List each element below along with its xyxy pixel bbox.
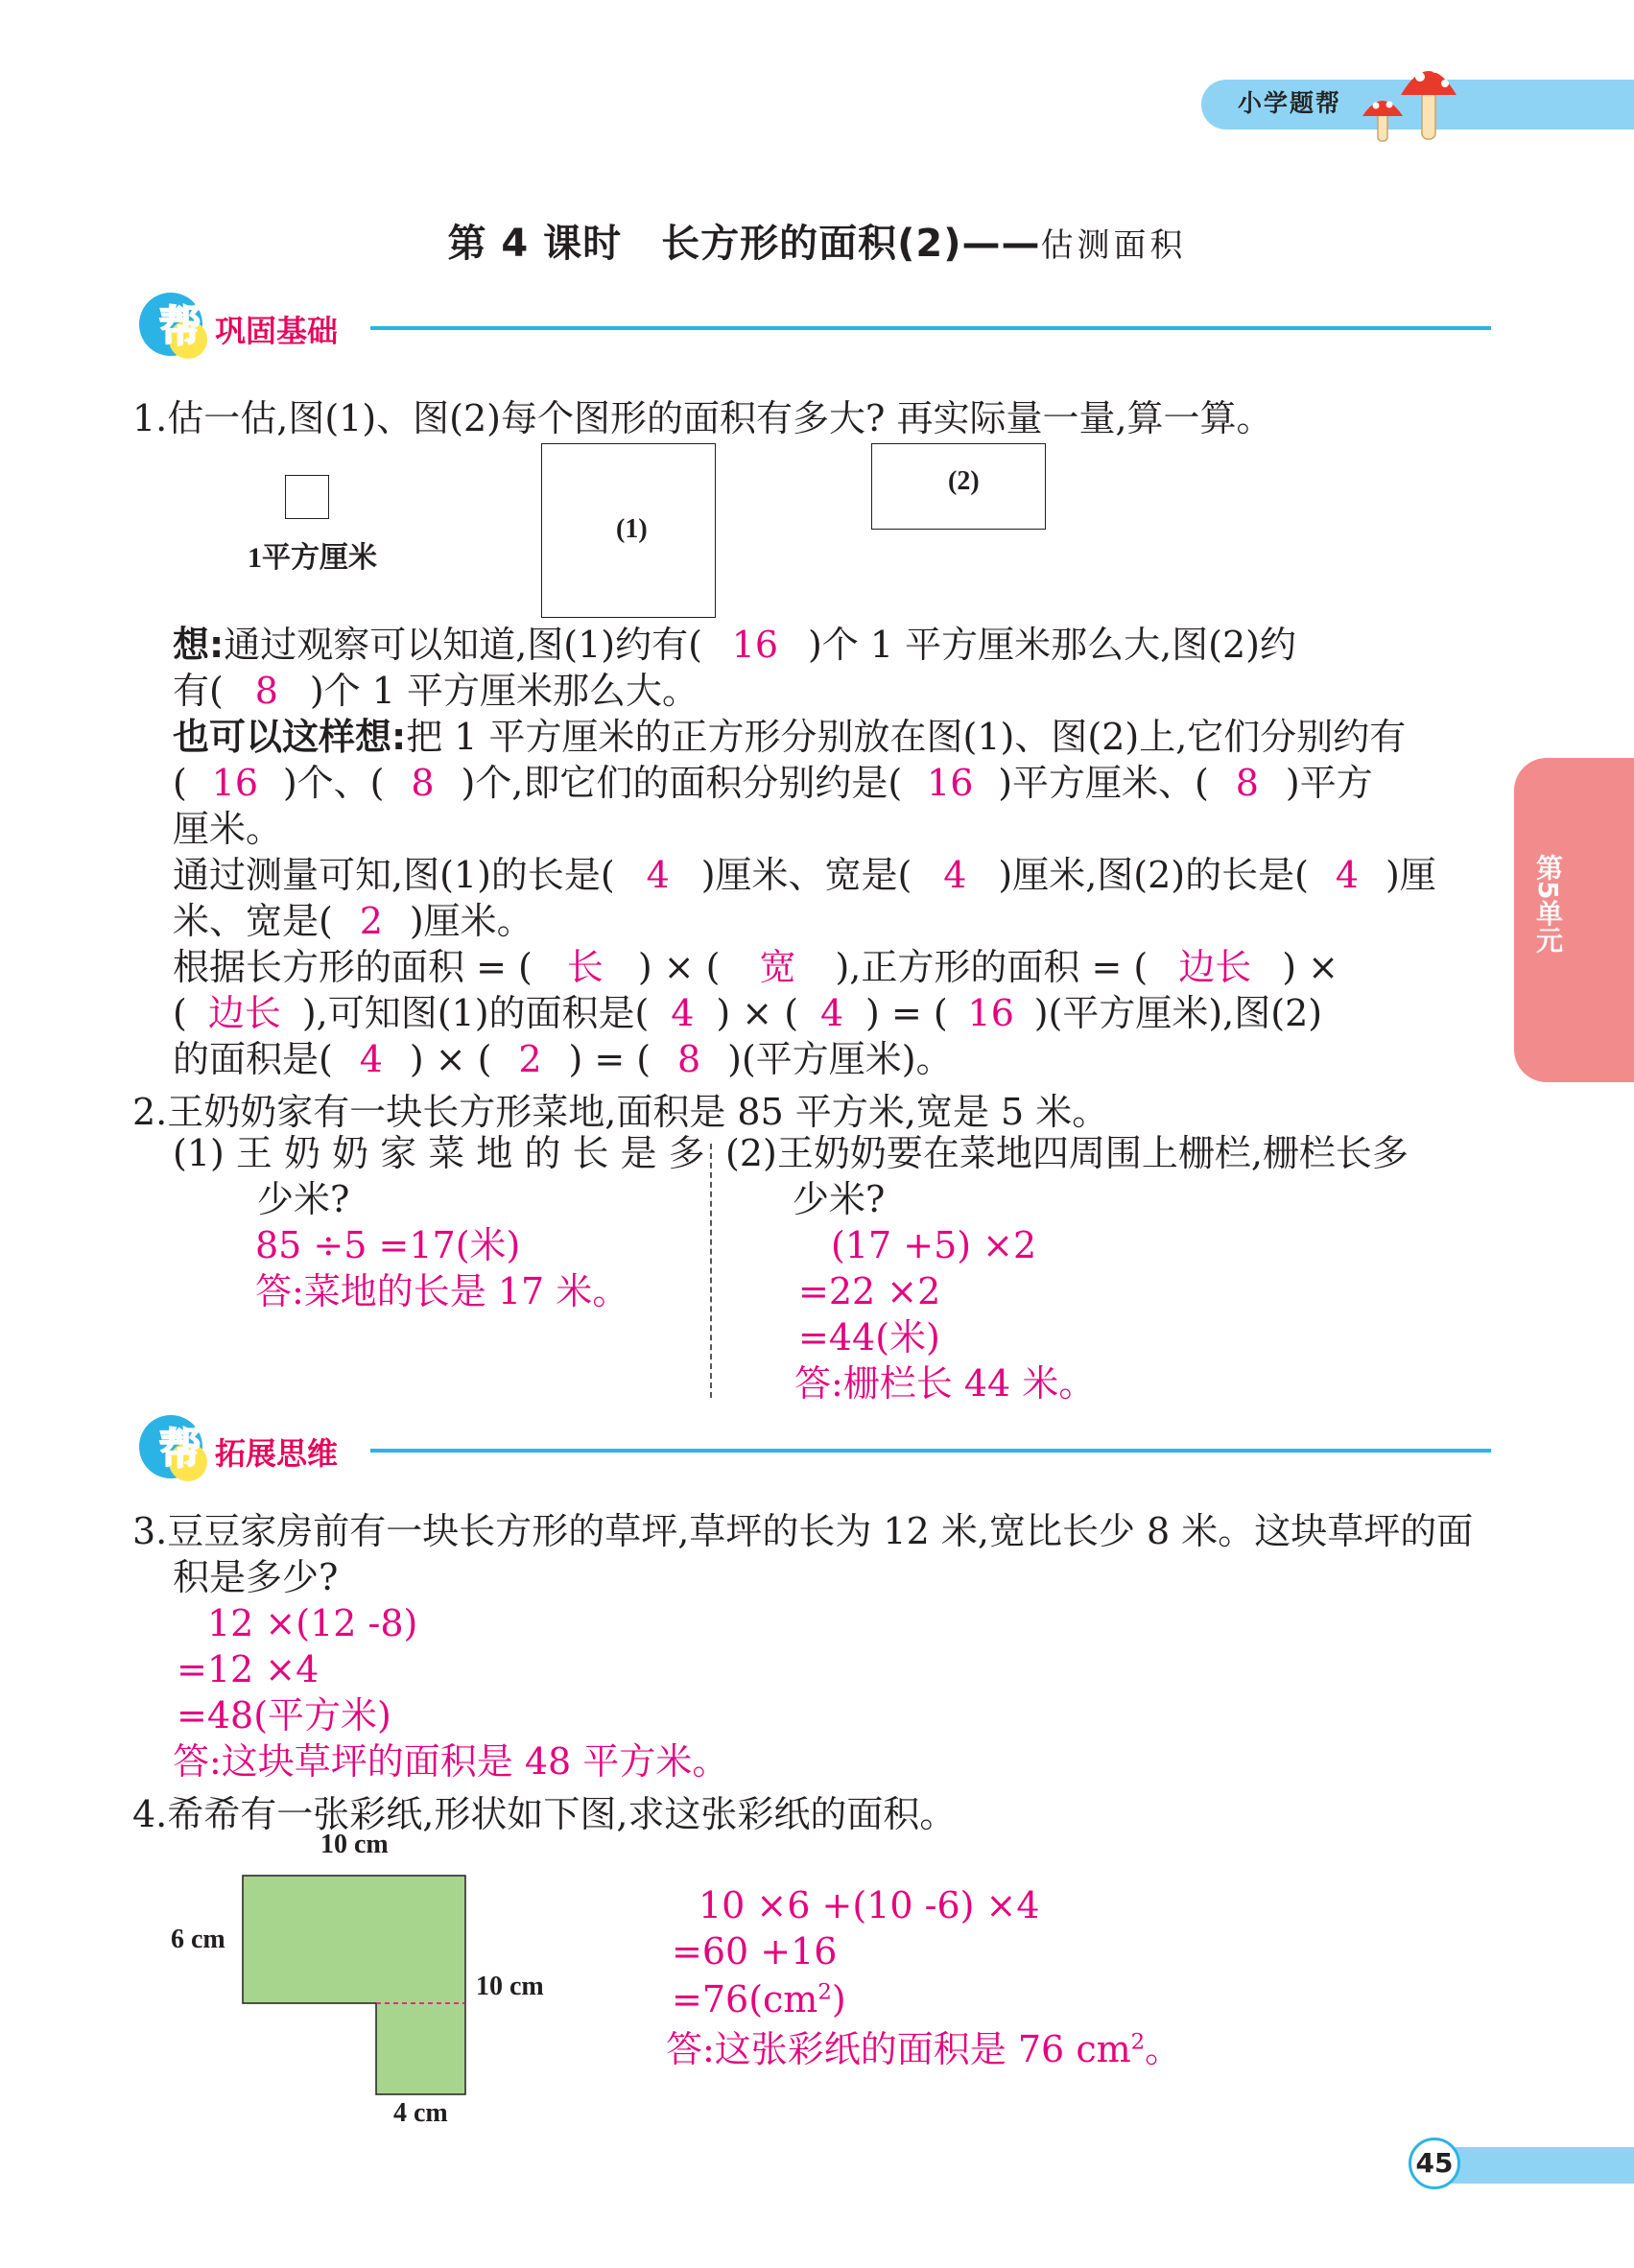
answer-blank: 16 — [211, 762, 258, 804]
q3-ans-2: =12 ×4 — [177, 1648, 320, 1690]
q3-number: 3. — [132, 1510, 168, 1552]
q2-part1-ans-1: 85 ÷5 =17(米) — [255, 1224, 521, 1266]
answer-blank: 宽 — [759, 946, 796, 988]
q2-number: 2. — [132, 1091, 168, 1133]
think-label: 想: — [173, 624, 225, 666]
answer-blank: 4 — [1335, 854, 1360, 896]
section-rule — [370, 1449, 1491, 1453]
q2-part1-line2: 少米? — [257, 1178, 350, 1220]
q2-part1-ans-2: 答:菜地的长是 17 米。 — [255, 1270, 629, 1312]
alt-label: 也可以这样想: — [173, 716, 407, 758]
q1-solution — [173, 622, 1497, 1082]
answer-blank: 2 — [359, 900, 383, 942]
q4-answer — [662, 1882, 1353, 2093]
q4-ans-3: $=76(cm^2)$ — [672, 1978, 846, 2020]
q1-number: 1. — [132, 397, 168, 439]
q1-prompt — [132, 389, 1273, 441]
answer-blank: 16 — [927, 762, 974, 804]
answer-blank: 边长 — [207, 992, 281, 1034]
q2-part2-line1: (2)王奶奶要在菜地四周围上栅栏,栅栏长多 — [725, 1132, 1409, 1174]
answer-blank: 8 — [254, 670, 278, 712]
dim-right-label: 10 cm — [476, 1972, 544, 2001]
q3-line2: 积是多少? — [173, 1556, 339, 1598]
dim-bottom-label: 4 cm — [393, 2098, 448, 2128]
q2-part2-ans-1: (17 +5) ×2 — [831, 1224, 1037, 1266]
q4-number: 4. — [132, 1793, 168, 1835]
measure-line-2: 米、宽是( 2 )厘米。 — [173, 900, 533, 942]
section-prefix: 帮 — [159, 302, 201, 351]
answer-blank: 4 — [671, 992, 695, 1034]
unit-square-label: 1平方厘米 — [248, 542, 377, 574]
section-rule — [370, 326, 1491, 330]
q3-block — [132, 1508, 1514, 1796]
dim-left-label: 6 cm — [171, 1925, 225, 1954]
q2-part2-ans-2: =22 ×2 — [798, 1270, 941, 1312]
section-header-basic — [134, 288, 1497, 365]
alt-line-1: 也可以这样想:把 1 平方厘米的正方形分别放在图(1)、图(2)上,它们分别约有 — [173, 716, 1407, 758]
answer-blank: 8 — [411, 762, 435, 804]
figure-1-label: (1) — [616, 514, 648, 544]
section-label: 巩固基础 — [215, 313, 339, 349]
unit-tab-label: 第5单元 — [1532, 854, 1564, 954]
brand-name: 小学题帮 — [1238, 89, 1342, 117]
answer-blank: 4 — [359, 1038, 383, 1080]
q4-text: 希希有一张彩纸,形状如下图,求这张彩纸的面积。 — [167, 1793, 957, 1835]
page-title — [0, 213, 1634, 268]
section-header-extend — [134, 1410, 1497, 1487]
q2-text: 王奶奶家有一块长方形菜地,面积是 85 平方米,宽是 5 米。 — [167, 1091, 1109, 1133]
answer-blank: 2 — [518, 1038, 542, 1080]
answer-blank: 4 — [646, 854, 670, 896]
q2-part1-line1: (1) 王 奶 奶 家 菜 地 的 长 是 多 — [173, 1132, 705, 1174]
answer-blank: 16 — [967, 992, 1014, 1034]
answer-blank: 16 — [731, 624, 779, 666]
answer-blank: 4 — [943, 854, 967, 896]
q2-part2-ans-4: 答:栅栏长 44 米。 — [794, 1362, 1096, 1405]
q2-part2-ans-3: =44(米) — [798, 1316, 940, 1358]
answer-blank: 长 — [566, 946, 604, 988]
answer-blank: 4 — [819, 992, 844, 1034]
q3-ans-3: =48(平方米) — [177, 1694, 391, 1736]
unit-square — [285, 475, 329, 519]
answer-blank: 8 — [677, 1038, 701, 1080]
answer-blank: 边长 — [1178, 946, 1252, 988]
page-number: 45 — [1409, 2138, 1460, 2189]
figure-2-label: (2) — [948, 466, 980, 496]
q4-figure — [163, 1828, 566, 2135]
calc-line-1: 根据长方形的面积 = ( 长 ) × ( 宽 ),正方形的面积 = ( 边长 ) × — [173, 946, 1338, 988]
title-main: 第 4 课时 长方形的面积(2)—— — [447, 222, 1041, 266]
q3-line1: 3.豆豆家房前有一块长方形的草坪,草坪的长为 12 米,宽比长少 8 米。这块草坪的面 — [132, 1510, 1474, 1552]
think-line-1: 想:通过观察可以知道,图(1)约有( 16 )个 1 平方厘米那么大,图(2)约 — [173, 624, 1297, 666]
q4-shape — [243, 1876, 465, 2094]
alt-line-3: 厘米。 — [173, 808, 283, 850]
dim-top-label: 10 cm — [320, 1830, 389, 1859]
alt-line-2: ( 16 )个、( 8 )个,即它们的面积分别约是( 16 )平方厘米、( 8 )平方 — [173, 762, 1373, 804]
q4-ans-4: 答:这张彩纸的面积是 76 $cm^2$。 — [666, 2028, 1182, 2070]
q4-ans-2: =60 +16 — [672, 1930, 838, 1973]
title-subtitle: 估测面积 — [1040, 226, 1187, 265]
q2-part2-line2: 少米? — [793, 1178, 886, 1220]
q1-text: 估一估,图(1)、图(2)每个图形的面积有多大? 再实际量一量,算一算。 — [167, 397, 1273, 439]
measure-line-1: 通过测量可知,图(1)的长是( 4 )厘米、宽是( 4 )厘米,图(2)的长是( 4 )厘 — [173, 854, 1436, 896]
q4-ans-1: 10 ×6 +(10 -6) ×4 — [699, 1884, 1040, 1926]
q2-part1 — [173, 1130, 705, 1418]
calc-line-3: 的面积是( 4 ) × ( 2 ) = ( 8 )(平方厘米)。 — [173, 1038, 953, 1080]
q3-ans-4: 答:这块草坪的面积是 48 平方米。 — [173, 1740, 729, 1783]
q3-ans-1: 12 ×(12 -8) — [207, 1602, 418, 1644]
q2-part2 — [725, 1130, 1493, 1418]
calc-line-2: ( 边长 ),可知图(1)的面积是( 4 ) × ( 4 ) = ( 16 )(平方厘米),图(2) — [173, 992, 1323, 1034]
answer-blank: 8 — [1235, 762, 1259, 804]
q2-divider — [710, 1144, 712, 1398]
think-line-2: 有( 8 )个 1 平方厘米那么大。 — [173, 670, 699, 712]
q2-prompt — [132, 1082, 1108, 1135]
section-label: 拓展思维 — [215, 1435, 339, 1472]
section-prefix: 帮 — [159, 1425, 201, 1474]
mushroom-icon — [1353, 53, 1468, 149]
